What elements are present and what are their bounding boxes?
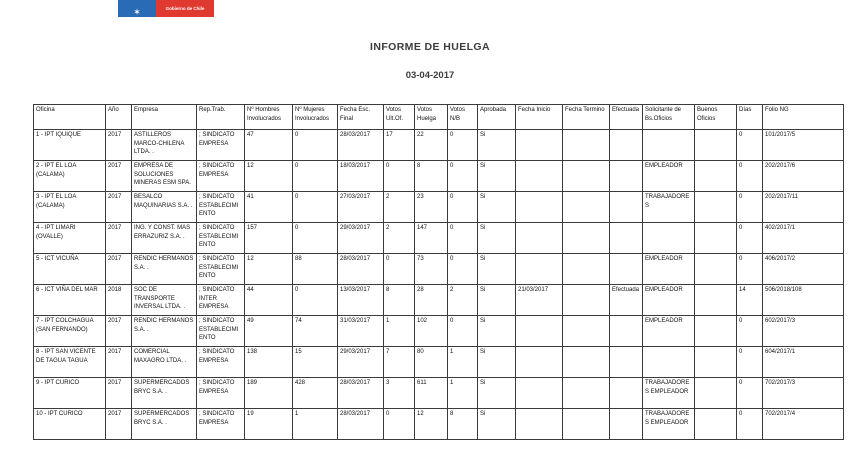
gobierno-de-chile-logo [118,0,214,17]
table-cell: 702/2017/3 [763,378,844,409]
report-date: 03-04-2017 [405,70,455,81]
table-cell: 0 [448,161,478,192]
table-row [34,378,844,409]
table-cell: 0 [737,347,763,378]
table-cell [610,254,643,285]
column-header: Fecha Esc. Final [338,105,384,130]
table-cell [516,378,563,409]
table-cell [563,316,610,347]
column-header: Votos Huelga [415,105,448,130]
table-cell: 2017 [106,161,132,192]
table-cell: Si [478,223,516,254]
table-cell: 8 - IPT SAN VICENTE DE TAGUA TAGUA [34,347,106,378]
table-cell: 44 [245,285,293,316]
table-cell: RENDIC HERMANOS S.A. . [132,254,197,285]
table-cell: 0 [384,161,415,192]
table-cell: 15 [293,347,338,378]
table-cell: ; SINDICATO EMPRESA [197,378,245,409]
table-cell [563,254,610,285]
column-header: Buenos Oficios [695,105,737,130]
table-cell: 202/2017/6 [763,161,844,192]
table-cell [563,161,610,192]
table-cell: 0 [384,409,415,440]
table-cell: 0 [737,223,763,254]
table-cell [695,161,737,192]
table-cell: 506/2018/108 [763,285,844,316]
table-cell: 2017 [106,254,132,285]
table-cell: BESALCO MAQUINARIAS S.A. . [132,192,197,223]
table-cell: ; SINDICATO EMPRESA [197,161,245,192]
table-cell: ; SINDICATO EMPRESA [197,130,245,161]
table-cell: 4 - IPT LIMARI (OVALLE) [34,223,106,254]
table-cell: 0 [293,161,338,192]
table-cell [695,130,737,161]
column-header: Votos Ult.Of. [384,105,415,130]
column-header: Folio NG [763,105,844,130]
flag-red-box [156,0,214,17]
table-cell: 138 [245,347,293,378]
table-cell: 0 [737,409,763,440]
column-header: Oficina [34,105,106,130]
table-row [34,223,844,254]
table-cell: 0 [737,378,763,409]
table-cell: 1 [448,347,478,378]
table-cell: 88 [293,254,338,285]
table-cell: 19 [245,409,293,440]
table-cell: 0 [293,285,338,316]
table-cell: 3 [384,378,415,409]
table-cell [695,316,737,347]
table-cell: EMPRESA DE SOLUCIONES MINERAS ESM SPA. [132,161,197,192]
table-cell: 1 [384,316,415,347]
table-cell [516,316,563,347]
column-header: Fecha Termino [563,105,610,130]
table-cell: RENDIC HERMANOS S.A. . [132,316,197,347]
column-header: Nº Mujeres Involucrados [293,105,338,130]
table-cell: Si [478,378,516,409]
table-cell: SUPERMERCADOS BRYC S.A. . [132,378,197,409]
table-cell: 13/03/2017 [338,285,384,316]
table-cell: 0 [448,254,478,285]
table-cell: 80 [415,347,448,378]
column-header: Solicitante de Bs.Oficios [643,105,695,130]
table-cell: 8 [415,161,448,192]
table-cell [695,285,737,316]
table-cell: 3 - IPT EL LOA (CALAMA) [34,192,106,223]
table-cell: 2017 [106,378,132,409]
table-cell: ING. Y CONST. MAS ERRAZURIZ S.A. . [132,223,197,254]
table-cell: ; SINDICATO EMPRESA [197,347,245,378]
table-cell: 2 [384,223,415,254]
table-cell: TRABAJADORES EMPLEADOR [643,409,695,440]
table-cell [695,223,737,254]
table-cell [695,192,737,223]
table-cell: 47 [245,130,293,161]
table-cell: 2 - IPT EL LOA (CALAMA) [34,161,106,192]
table-cell: 2 [384,192,415,223]
table-cell [563,409,610,440]
table-cell [563,285,610,316]
table-cell [516,409,563,440]
table-cell: 5 - ICT VICUÑA [34,254,106,285]
table-cell: 28/03/2017 [338,130,384,161]
table-cell [610,223,643,254]
table-row [34,409,844,440]
table-cell [516,254,563,285]
table-cell [695,378,737,409]
column-header: Aprobada [478,105,516,130]
table-cell: 2 [448,285,478,316]
table-cell: EMPLEADOR [643,161,695,192]
table-cell: EMPLEADOR [643,285,695,316]
table-cell: ; SINDICATO ESTABLECIMIENTO [197,223,245,254]
table-cell: 189 [245,378,293,409]
table-cell [563,378,610,409]
table-cell: 2017 [106,223,132,254]
table-cell: 2017 [106,192,132,223]
table-cell: 0 [384,254,415,285]
table-row [34,285,844,316]
table-cell: 23 [415,192,448,223]
table-cell: 2017 [106,316,132,347]
table-cell: 27/03/2017 [338,192,384,223]
table-cell: 0 [448,223,478,254]
table-cell: 28/03/2017 [338,254,384,285]
table-cell: 7 - IPT COLCHAGUA (SAN FERNANDO) [34,316,106,347]
table-cell: Efectuada [610,285,643,316]
table-cell [563,192,610,223]
table-cell: Si [478,347,516,378]
table-cell: 702/2017/4 [763,409,844,440]
table-cell: SUPERMERCADOS BRYC S.A. . [132,409,197,440]
table-body [34,130,844,440]
table-row [34,347,844,378]
table-cell: 74 [293,316,338,347]
table-cell: 147 [415,223,448,254]
table-cell: 10 - IPT CURICO [34,409,106,440]
column-header: Año [106,105,132,130]
table-cell [643,347,695,378]
table-cell: 18/03/2017 [338,161,384,192]
logo-label: Gobierno de Chile [165,6,205,11]
table-cell: 14 [737,285,763,316]
column-header: Días [737,105,763,130]
table-cell: 402/2017/1 [763,223,844,254]
table-cell [610,130,643,161]
table-cell [563,347,610,378]
table-cell: 0 [737,192,763,223]
table-cell: ; SINDICATO ESTABLECIMIENTO [197,192,245,223]
table-cell: 12 [245,161,293,192]
table-cell [563,130,610,161]
table-cell: EMPLEADOR [643,316,695,347]
table-cell: 2017 [106,347,132,378]
table-cell: 28/03/2017 [338,378,384,409]
flag-blue-box [118,0,156,17]
table-cell: ; SINDICATO INTER EMPRESA [197,285,245,316]
table-cell: 2018 [106,285,132,316]
table-cell: EMPLEADOR [643,254,695,285]
table-row [34,316,844,347]
table-cell: 73 [415,254,448,285]
table-cell: 0 [293,223,338,254]
table-cell: 101/2017/5 [763,130,844,161]
table-cell: 0 [448,316,478,347]
table-cell [516,161,563,192]
table-cell: 406/2017/2 [763,254,844,285]
table-cell [610,192,643,223]
table-cell: 602/2017/3 [763,316,844,347]
table-row [34,161,844,192]
table-cell: 31/03/2017 [338,316,384,347]
table-cell: 29/03/2017 [338,347,384,378]
table-cell: 202/2017/11 [763,192,844,223]
table-cell: 28 [415,285,448,316]
column-header: Empresa [132,105,197,130]
table-cell: 0 [737,161,763,192]
table-cell: 0 [448,130,478,161]
table-cell: 611 [415,378,448,409]
table-cell [516,192,563,223]
table-cell: 29/03/2017 [338,223,384,254]
table-cell: ; SINDICATO ESTABLECIMIENTO [197,254,245,285]
table-cell: 6 - ICT VIÑA DEL MAR [34,285,106,316]
table-cell: 8 [448,409,478,440]
star-icon: ✶ [133,7,141,17]
table-cell: ; SINDICATO ESTABLECIMIENTO [197,316,245,347]
table-cell: SOC DE TRANSPORTE INVERSAL LTDA. . [132,285,197,316]
table-cell: 17 [384,130,415,161]
table-cell: ; SINDICATO EMPRESA [197,409,245,440]
table-cell: 0 [293,130,338,161]
table-cell: 0 [293,192,338,223]
table-cell: 9 - IPT CURICO [34,378,106,409]
column-header: Rep.Trab. [197,105,245,130]
table-cell: Si [478,285,516,316]
table-cell: TRABAJADORES EMPLEADOR [643,378,695,409]
table-cell: 1 [448,378,478,409]
table-cell [695,347,737,378]
table-cell: 28/03/2017 [338,409,384,440]
table-cell: 428 [293,378,338,409]
table-cell [610,347,643,378]
table-row [34,130,844,161]
column-header: Nº Hombres Involucrados [245,105,293,130]
table-cell: 2017 [106,130,132,161]
table-cell: 0 [448,192,478,223]
table-cell: 0 [737,130,763,161]
table-cell [610,378,643,409]
table-cell [643,130,695,161]
table-cell: 22 [415,130,448,161]
table-cell [516,347,563,378]
table-cell: 7 [384,347,415,378]
table-cell [695,254,737,285]
column-header: Fecha Inicio [516,105,563,130]
table-row [34,254,844,285]
strike-report-table [33,104,844,440]
table-cell: Si [478,316,516,347]
table-cell [610,161,643,192]
table-cell: 0 [737,254,763,285]
table-cell: 1 - IPT IQUIQUE [34,130,106,161]
table-row [34,192,844,223]
report-title: INFORME DE HUELGA [370,41,490,53]
column-header: Efectuada [610,105,643,130]
table-cell: 12 [245,254,293,285]
table-cell: Si [478,254,516,285]
table-cell [516,130,563,161]
table-cell [610,409,643,440]
table-header-row [34,105,844,130]
table-cell: 8 [384,285,415,316]
table-cell [610,316,643,347]
table-cell: 157 [245,223,293,254]
table-cell: Si [478,161,516,192]
table-cell: 604/2017/1 [763,347,844,378]
table-cell: Si [478,130,516,161]
table-cell: 0 [737,316,763,347]
table-cell: ASTILLEROS MARCO-CHILENA LTDA. . [132,130,197,161]
table-cell [695,409,737,440]
column-header: Votos N/B [448,105,478,130]
table-cell [516,223,563,254]
table-cell: Si [478,409,516,440]
table-cell: 21/03/2017 [516,285,563,316]
table-cell: TRABAJADORES [643,192,695,223]
table-cell: 41 [245,192,293,223]
table-cell: 12 [415,409,448,440]
table-cell: 1 [293,409,338,440]
table-cell: 49 [245,316,293,347]
table-cell: COMERCIAL MAXAGRO LTDA. . [132,347,197,378]
table-cell: 2017 [106,409,132,440]
table-cell: Si [478,192,516,223]
table-cell [563,223,610,254]
table-cell: 102 [415,316,448,347]
table-cell [643,223,695,254]
